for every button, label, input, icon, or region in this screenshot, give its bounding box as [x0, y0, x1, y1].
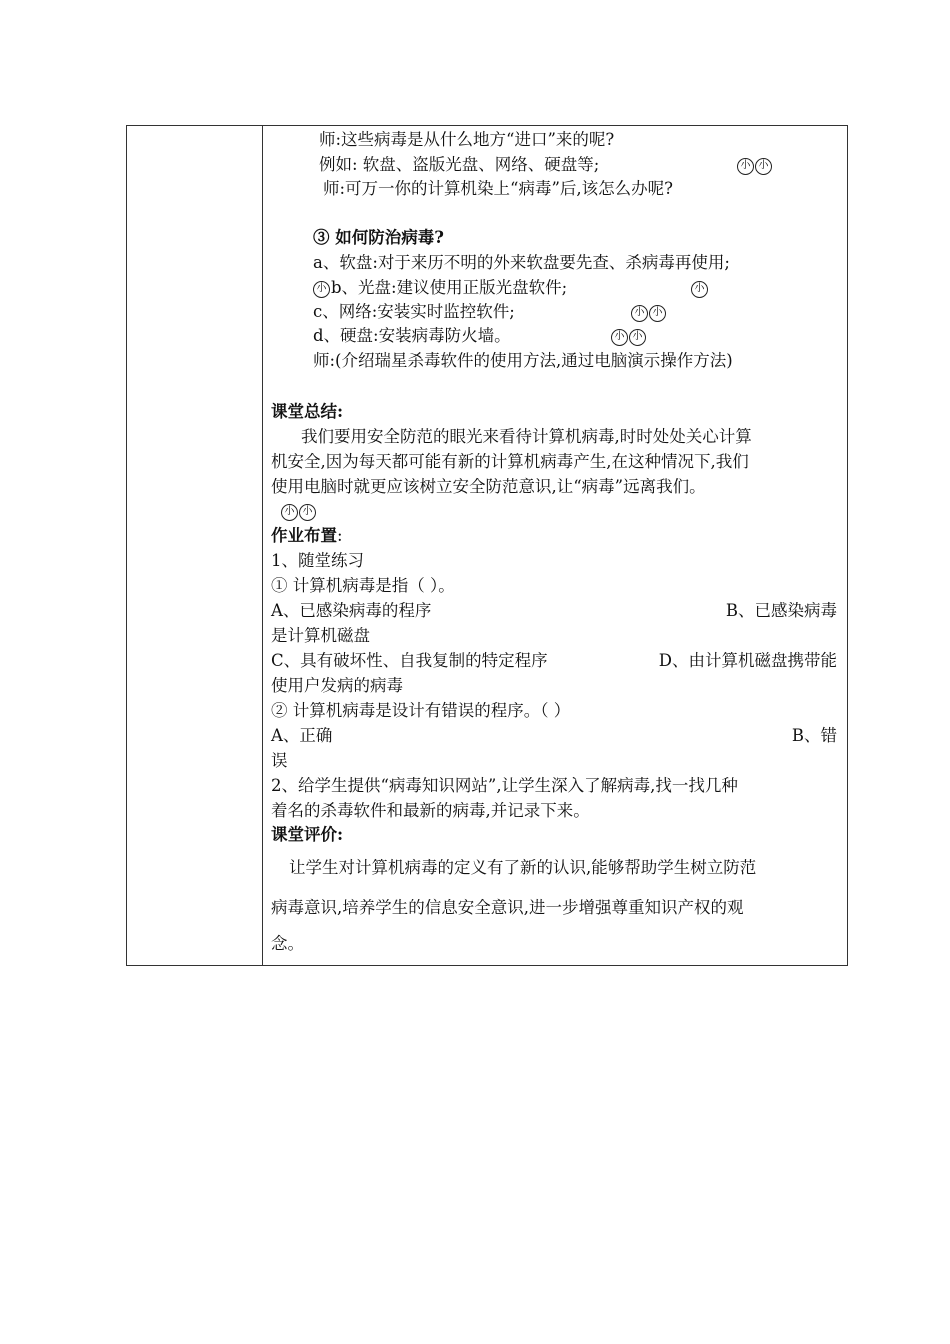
option: B、错	[791, 726, 837, 745]
homework-colon: :	[337, 526, 343, 545]
question: ② 计算机病毒是设计有错误的程序。（ ）	[271, 701, 571, 720]
option-continued: 是计算机磁盘	[271, 626, 370, 645]
circle-mark-icon: 小	[755, 158, 772, 175]
summary-heading: 课堂总结:	[271, 402, 344, 421]
circle-mark-icon: 小	[629, 329, 646, 346]
homework-heading	[271, 524, 343, 548]
small-mark-icon	[281, 499, 317, 523]
circle-mark-icon: 小	[649, 305, 666, 322]
lesson-table	[126, 125, 848, 966]
circle-mark-icon: 小	[281, 504, 298, 521]
circle-mark-icon: 小	[631, 305, 648, 322]
circle-mark-icon: 小	[737, 158, 754, 175]
circle-mark-icon: 小	[313, 281, 330, 298]
small-mark-icon	[737, 153, 773, 177]
teacher-line: 师:(介绍瑞星杀毒软件的使用方法,通过电脑演示操作方法)	[313, 351, 733, 370]
option: A、正确	[271, 726, 333, 745]
evaluation-paragraph: 念。	[271, 934, 304, 953]
summary-paragraph: 机安全,因为每天都可能有新的计算机病毒产生,在这种情况下,我们	[271, 452, 749, 471]
evaluation-heading: 课堂评价:	[271, 825, 344, 844]
question: ① 计算机病毒是指（ ）。	[271, 576, 455, 595]
list-item: b、光盘:建议使用正版光盘软件;	[331, 278, 568, 297]
option-continued: 误	[271, 751, 288, 770]
evaluation-paragraph: 让学生对计算机病毒的定义有了新的认识,能够帮助学生树立防范	[289, 858, 757, 877]
summary-paragraph: 使用电脑时就更应该树立安全防范意识,让“病毒”远离我们。	[271, 477, 706, 496]
small-mark-icon	[631, 300, 667, 324]
evaluation-paragraph: 病毒意识,培养学生的信息安全意识,进一步增强尊重知识产权的观	[271, 898, 744, 917]
column-divider	[262, 126, 263, 965]
small-mark-icon	[313, 276, 331, 300]
list-item: c、网络:安装实时监控软件;	[313, 302, 515, 321]
small-mark-icon	[691, 276, 709, 300]
circle-mark-icon: 小	[691, 281, 708, 298]
homework-title: 作业布置	[271, 526, 337, 545]
table-left-cell	[127, 126, 262, 965]
small-mark-icon	[611, 324, 647, 348]
summary-paragraph: 我们要用安全防范的眼光来看待计算机病毒,时时处处关心计算	[301, 427, 752, 446]
homework-item: 着名的杀毒软件和最新的病毒,并记录下来。	[271, 801, 590, 820]
option: D、由计算机磁盘携带能	[658, 651, 837, 670]
list-item: d、硬盘:安装病毒防火墙。	[313, 326, 511, 345]
dialogue-line: 师:这些病毒是从什么地方“进口”来的呢?	[319, 130, 615, 149]
example-line: 例如: 软盘、盗版光盘、网络、硬盘等;	[319, 155, 600, 174]
dialogue-line: 师:可万一你的计算机染上“病毒”后,该怎么办呢?	[323, 179, 674, 198]
homework-item: 1、随堂练习	[271, 551, 364, 570]
option: A、已感染病毒的程序	[271, 601, 432, 620]
option-continued: 使用户发病的病毒	[271, 676, 403, 695]
list-item: a、软盘:对于来历不明的外来软盘要先查、杀病毒再使用;	[313, 253, 730, 272]
option: C、具有破坏性、自我复制的特定程序	[271, 651, 548, 670]
section-heading: ③ 如何防治病毒?	[313, 228, 444, 247]
homework-item: 2、给学生提供“病毒知识网站”,让学生深入了解病毒,找一找几种	[271, 776, 738, 795]
circle-mark-icon: 小	[611, 329, 628, 346]
option: B、已感染病毒	[725, 601, 837, 620]
circle-mark-icon: 小	[299, 504, 316, 521]
